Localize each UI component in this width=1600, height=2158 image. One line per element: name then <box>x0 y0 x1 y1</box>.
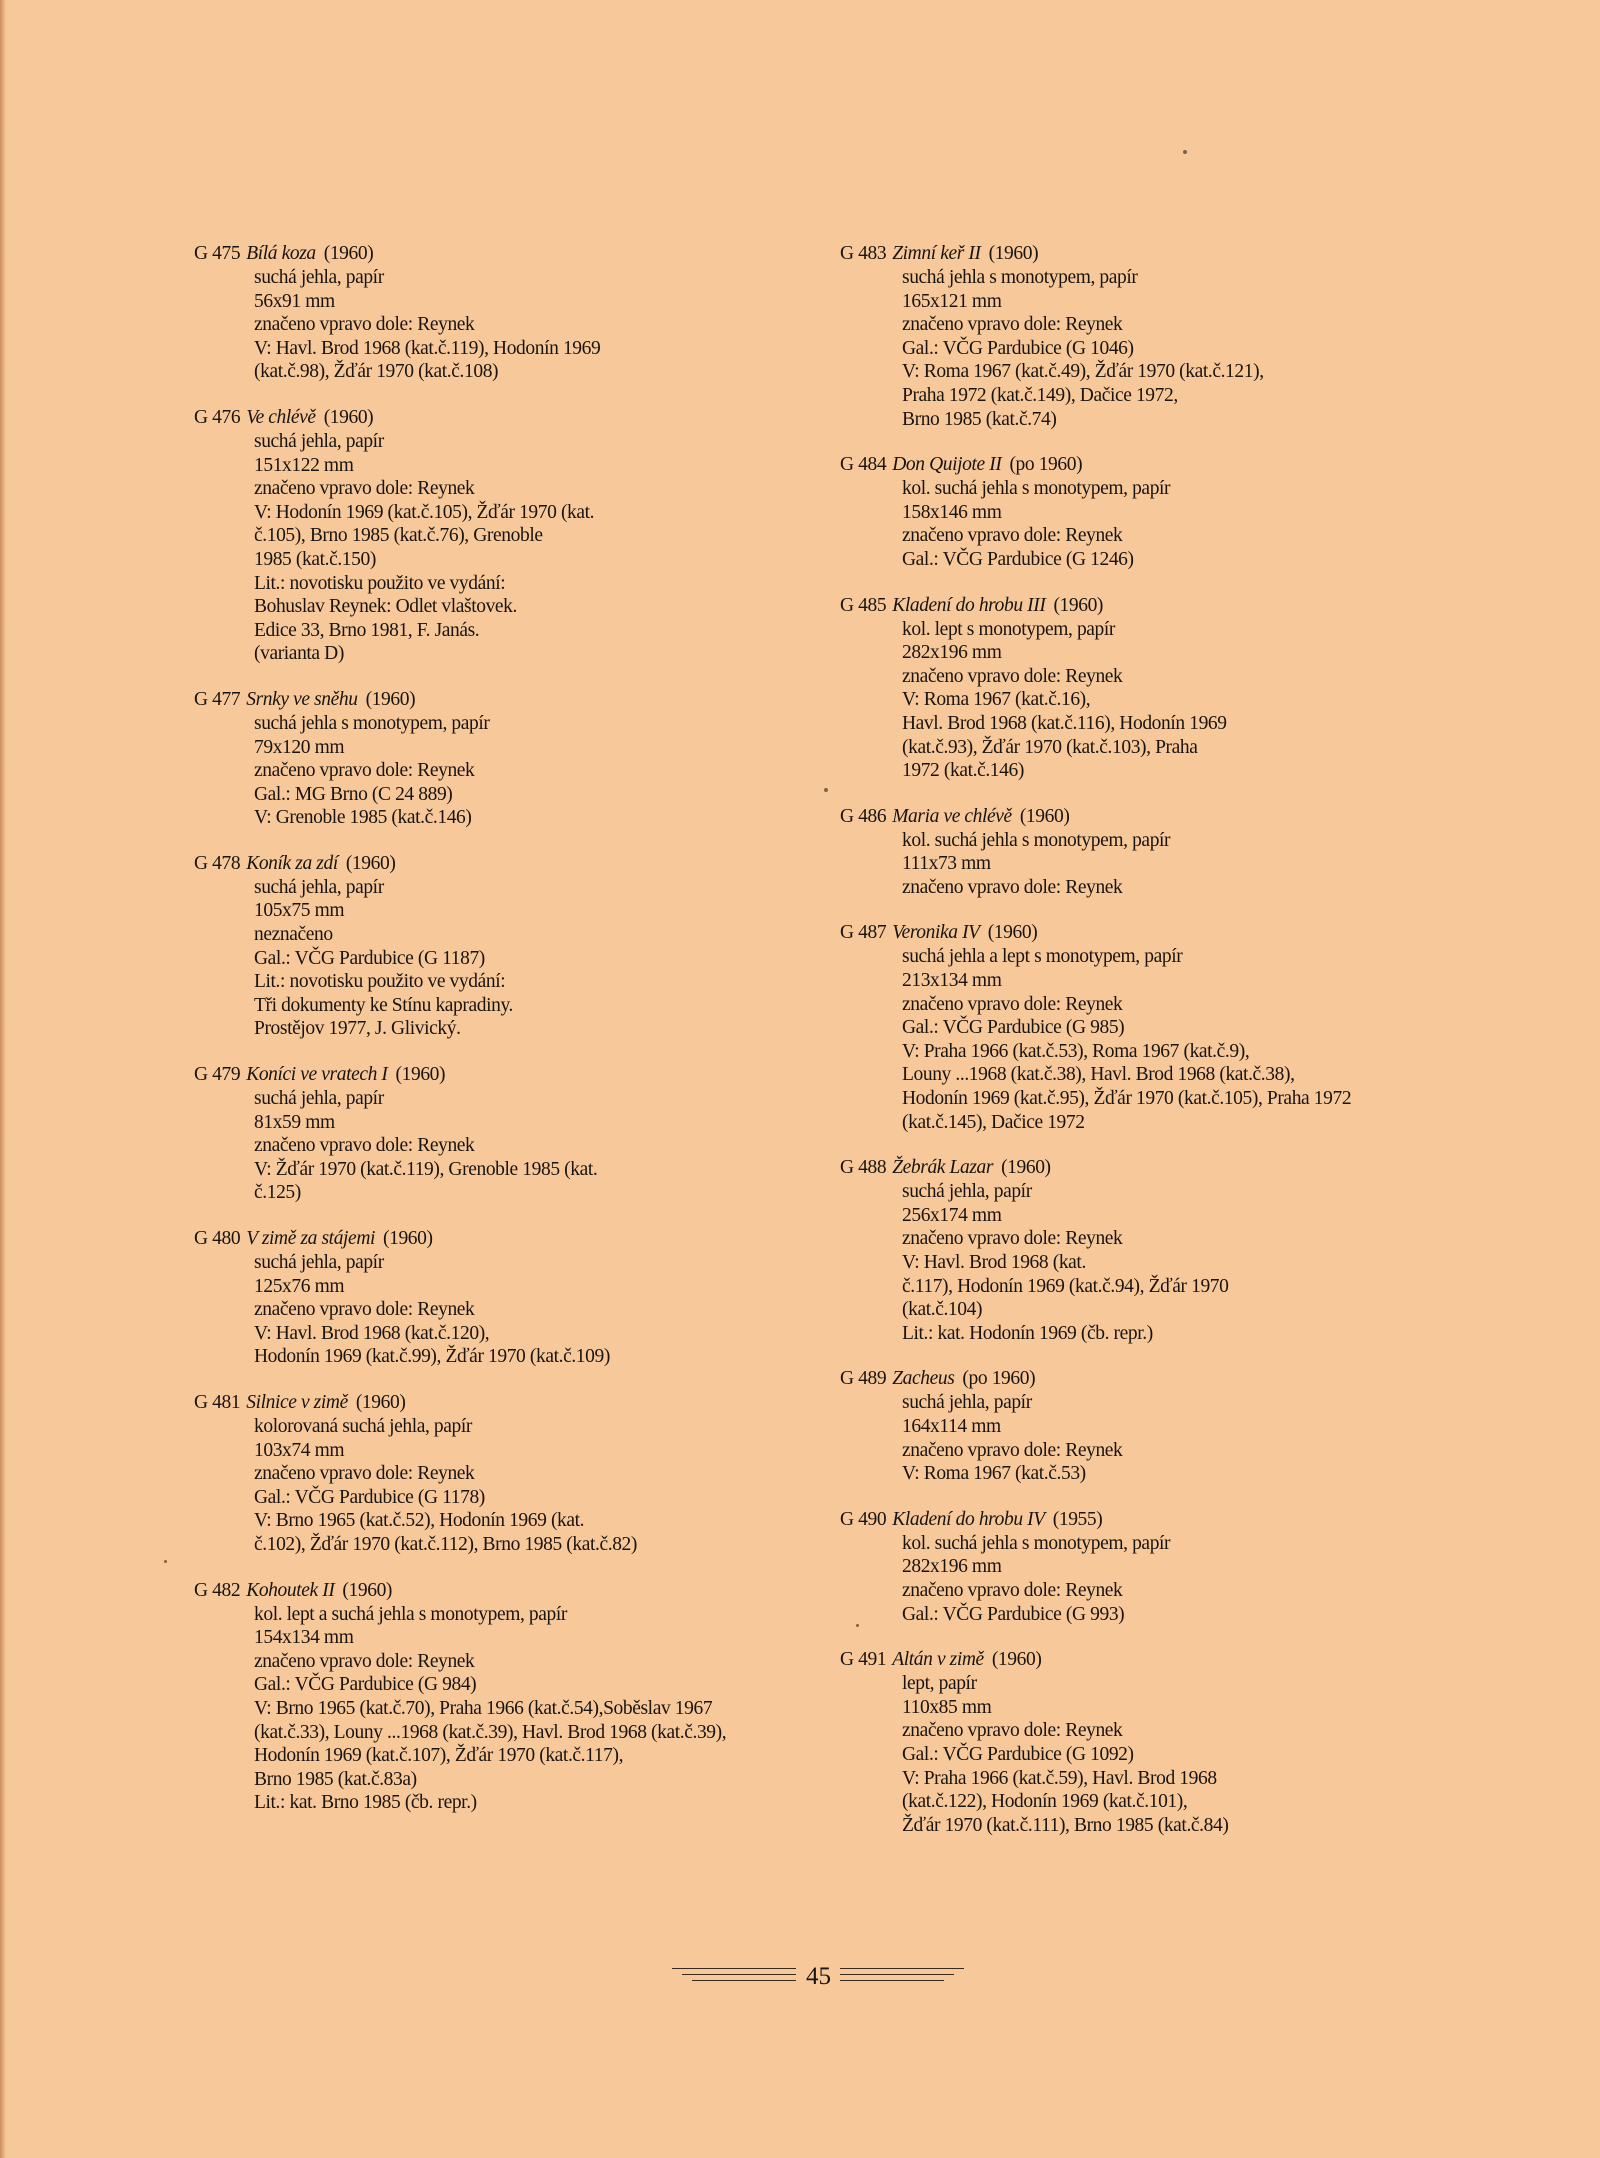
entry-date: (1960) <box>991 1649 1042 1671</box>
entry-title: Koníci ve vratech I <box>246 1064 388 1086</box>
entry-detail-line: č.102), Žďár 1970 (kat.č.112), Brno 1985 (kat.č.82) <box>254 1533 637 1555</box>
entry-detail-line: značeno vpravo dole: Reynek <box>254 1650 475 1672</box>
entry-date: (1960) <box>988 243 1039 264</box>
catalogue-entry <box>840 1156 1480 1345</box>
entry-detail-line: značeno vpravo dole: Reynek <box>254 760 475 782</box>
entry-number: G 478 <box>194 852 241 874</box>
entry-detail-line: V: Roma 1967 (kat.č.49), Žďár 1970 (kat.č.121), <box>902 361 1264 383</box>
entry-heading <box>194 1063 834 1087</box>
entry-detail-line: Gal.: VČG Pardubice (G 1046) <box>902 337 1134 359</box>
entry-detail-line: V: Hodonín 1969 (kat.č.105), Žďár 1970 (kat. <box>254 501 595 523</box>
entry-detail-line: č.105), Brno 1985 (kat.č.76), Grenoble <box>254 525 543 547</box>
entry-detail-line: kol. suchá jehla s monotypem, papír <box>902 478 1171 500</box>
page-spine-shadow <box>0 0 6 2158</box>
entry-details <box>194 430 834 666</box>
entry-detail-line: 79x120 mm <box>254 736 345 758</box>
entry-detail-line: suchá jehla a lept s monotypem, papír <box>902 946 1183 968</box>
page-footer <box>672 1962 964 1992</box>
entry-detail-line: Lit.: kat. Brno 1985 (čb. repr.) <box>254 1792 477 1814</box>
entry-title: Zimní keř II <box>892 243 981 264</box>
entry-heading <box>840 1508 1480 1532</box>
entry-number: G 477 <box>194 688 241 710</box>
entry-detail-line: suchá jehla, papír <box>254 876 384 898</box>
footer-rule-left <box>672 1968 796 1969</box>
entry-detail-line: 105x75 mm <box>254 900 345 922</box>
entry-detail-line: 81x59 mm <box>254 1111 335 1133</box>
entry-detail-line: značeno vpravo dole: Reynek <box>902 665 1123 687</box>
entry-detail-line: značeno vpravo dole: Reynek <box>902 993 1123 1015</box>
entry-detail-line: (kat.č.122), Hodonín 1969 (kat.č.101), <box>902 1791 1188 1813</box>
entry-detail-line: Lit.: novotisku použito ve vydání: <box>254 971 506 993</box>
entry-title: Žebrák Lazar <box>892 1157 994 1179</box>
catalogue-entry <box>840 805 1480 900</box>
catalogue-entry <box>840 1508 1480 1626</box>
entry-detail-line: V: Grenoble 1985 (kat.č.146) <box>254 807 472 829</box>
right-column <box>840 242 1480 1859</box>
entry-detail-line: 213x134 mm <box>902 970 1002 992</box>
entry-detail-line: značeno vpravo dole: Reynek <box>254 1299 475 1321</box>
entry-number: G 483 <box>840 243 887 264</box>
catalogue-entry <box>840 921 1480 1134</box>
entry-detail-line: 158x146 mm <box>902 501 1002 523</box>
entry-details <box>840 618 1480 783</box>
entry-title: Maria ve chlévě <box>892 805 1012 827</box>
catalogue-entry <box>194 1391 834 1557</box>
entry-detail-line: Hodonín 1969 (kat.č.99), Žďár 1970 (kat.č.109) <box>254 1346 610 1368</box>
entry-heading <box>840 1156 1480 1180</box>
entry-date: (1960) <box>365 688 416 710</box>
entry-detail-line: značeno vpravo dole: Reynek <box>254 314 475 336</box>
paper-speck <box>824 788 828 792</box>
entry-date: (po 1960) <box>962 1368 1036 1390</box>
entry-detail-line: Gal.: VČG Pardubice (G 985) <box>902 1017 1125 1039</box>
entry-title: Kladení do hrobu IV <box>892 1508 1045 1530</box>
entry-heading <box>194 852 834 876</box>
entry-date: (1960) <box>987 922 1038 944</box>
entry-detail-line: 256x174 mm <box>902 1204 1002 1226</box>
catalogue-entry <box>840 453 1480 571</box>
entry-detail-line: 103x74 mm <box>254 1439 345 1461</box>
entry-detail-line: V: Brno 1965 (kat.č.52), Hodonín 1969 (kat. <box>254 1510 585 1532</box>
entry-detail-line: lept, papír <box>902 1673 977 1695</box>
entry-detail-line: V: Brno 1965 (kat.č.70), Praha 1966 (kat.č.54),Soběslav 1967 <box>254 1697 713 1719</box>
entry-number: G 488 <box>840 1157 887 1179</box>
entry-heading <box>194 242 834 266</box>
entry-details <box>840 266 1480 431</box>
entry-details <box>194 1251 834 1369</box>
entry-detail-line: Gal.: VČG Pardubice (G 1178) <box>254 1486 485 1508</box>
paper-speck <box>164 1560 167 1563</box>
entry-detail-line: 154x134 mm <box>254 1627 354 1649</box>
entry-detail-line: značeno vpravo dole: Reynek <box>254 1463 475 1485</box>
entry-detail-line: V: Praha 1966 (kat.č.53), Roma 1967 (kat.č.9), <box>902 1040 1250 1062</box>
entry-heading <box>840 594 1480 618</box>
entry-detail-line: č.117), Hodonín 1969 (kat.č.94), Žďár 1970 <box>902 1275 1229 1297</box>
entry-detail-line: Havl. Brod 1968 (kat.č.116), Hodonín 1969 <box>902 712 1227 734</box>
footer-rule-right <box>840 1974 954 1975</box>
entry-number: G 475 <box>194 243 241 264</box>
entry-detail-line: značeno vpravo dole: Reynek <box>902 876 1123 898</box>
entry-detail-line: 165x121 mm <box>902 290 1002 312</box>
entry-title: Ve chlévě <box>246 406 316 428</box>
entry-details <box>840 1391 1480 1485</box>
entry-date: (1955) <box>1052 1508 1103 1530</box>
footer-rule-right <box>840 1980 944 1981</box>
entry-number: G 486 <box>840 805 887 827</box>
entry-detail-line: V: Havl. Brod 1968 (kat.č.120), <box>254 1322 490 1344</box>
entry-detail-line: Brno 1985 (kat.č.83a) <box>254 1768 417 1790</box>
entry-date: (1960) <box>342 1579 393 1601</box>
entry-detail-line: suchá jehla, papír <box>902 1392 1032 1414</box>
entry-details <box>840 1672 1480 1837</box>
entry-details <box>194 266 834 384</box>
entry-date: (1960) <box>395 1064 446 1086</box>
catalogue-entry <box>194 1579 834 1815</box>
entry-detail-line: Žďár 1970 (kat.č.111), Brno 1985 (kat.č.84) <box>902 1814 1229 1836</box>
catalogue-entry <box>194 852 834 1041</box>
entry-details <box>194 712 834 830</box>
entry-heading <box>194 1579 834 1603</box>
entry-date: (1960) <box>323 406 374 428</box>
entry-detail-line: (varianta D) <box>254 643 344 665</box>
entry-detail-line: Louny ...1968 (kat.č.38), Havl. Brod 1968 (kat.č.38), <box>902 1064 1295 1086</box>
entry-date: (1960) <box>355 1391 406 1413</box>
entry-heading <box>840 453 1480 477</box>
footer-rule-left <box>692 1980 796 1981</box>
entry-date: (1960) <box>383 1228 433 1249</box>
entry-title: Bílá koza <box>246 243 316 264</box>
entry-number: G 479 <box>194 1064 241 1086</box>
entry-title: Kladení do hrobu III <box>892 594 1046 616</box>
entry-detail-line: Hodonín 1969 (kat.č.107), Žďár 1970 (kat.č.117), <box>254 1745 624 1767</box>
entry-number: G 487 <box>840 922 887 944</box>
entry-detail-line: Hodonín 1969 (kat.č.95), Žďár 1970 (kat.č.105), Praha 1972 <box>902 1088 1352 1110</box>
paper-speck <box>1183 150 1187 154</box>
entry-heading <box>840 1648 1480 1672</box>
entry-number: G 481 <box>194 1391 241 1413</box>
entry-details <box>840 945 1480 1134</box>
entry-heading <box>840 1367 1480 1391</box>
entry-number: G 490 <box>840 1508 887 1530</box>
entry-detail-line: V: Žďár 1970 (kat.č.119), Grenoble 1985 (kat. <box>254 1158 598 1180</box>
entry-date: (1960) <box>345 852 396 874</box>
entry-number: G 480 <box>194 1228 241 1249</box>
entry-detail-line: V: Roma 1967 (kat.č.53) <box>902 1463 1086 1485</box>
entry-detail-line: značeno vpravo dole: Reynek <box>902 1439 1123 1461</box>
entry-detail-line: suchá jehla, papír <box>254 267 384 288</box>
entry-details <box>194 1603 834 1815</box>
footer-rule-right <box>840 1968 964 1969</box>
entry-date: (1960) <box>1001 1157 1051 1179</box>
entry-detail-line: Bohuslav Reynek: Odlet vlaštovek. <box>254 596 518 618</box>
entry-title: Veronika IV <box>892 922 980 944</box>
entry-title: Kohoutek II <box>246 1579 335 1601</box>
entry-heading <box>840 921 1480 945</box>
catalogue-entry <box>194 406 834 666</box>
entry-heading <box>194 1391 834 1415</box>
entry-number: G 489 <box>840 1368 887 1390</box>
entry-number: G 476 <box>194 406 241 428</box>
entry-detail-line: značeno vpravo dole: Reynek <box>902 1579 1123 1601</box>
entry-detail-line: kol. lept s monotypem, papír <box>902 618 1116 640</box>
catalogue-entry <box>194 1063 834 1205</box>
entry-detail-line: V: Praha 1966 (kat.č.59), Havl. Brod 1968 <box>902 1767 1217 1789</box>
entry-detail-line: 282x196 mm <box>902 1556 1002 1578</box>
entry-detail-line: 1985 (kat.č.150) <box>254 548 376 570</box>
page-number: 45 <box>806 1963 831 1990</box>
entry-number: G 491 <box>840 1649 887 1671</box>
entry-detail-line: 151x122 mm <box>254 454 354 476</box>
entry-details <box>194 876 834 1041</box>
entry-title: Koník za zdí <box>246 852 338 874</box>
entry-detail-line: suchá jehla, papír <box>902 1181 1032 1203</box>
entry-detail-line: 56x91 mm <box>254 290 335 312</box>
entry-detail-line: značeno vpravo dole: Reynek <box>902 1720 1123 1742</box>
entry-detail-line: Praha 1972 (kat.č.149), Dačice 1972, <box>902 384 1178 406</box>
entry-detail-line: V: Havl. Brod 1968 (kat. <box>902 1252 1086 1273</box>
entry-detail-line: (kat.č.145), Dačice 1972 <box>902 1111 1085 1133</box>
entry-detail-line: značeno vpravo dole: Reynek <box>902 314 1123 336</box>
entry-detail-line: neznačeno <box>254 924 333 946</box>
entry-detail-line: suchá jehla, papír <box>254 1252 384 1273</box>
entry-detail-line: Gal.: VČG Pardubice (G 993) <box>902 1603 1125 1625</box>
catalogue-entry <box>840 1367 1480 1485</box>
entry-detail-line: značeno vpravo dole: Reynek <box>254 1135 475 1157</box>
entry-detail-line: kol. lept a suchá jehla s monotypem, papír <box>254 1603 567 1625</box>
entry-details <box>840 1180 1480 1345</box>
entry-detail-line: kol. suchá jehla s monotypem, papír <box>902 829 1171 851</box>
entry-detail-line: 125x76 mm <box>254 1275 345 1297</box>
entry-title: Srnky ve sněhu <box>246 688 358 710</box>
entry-detail-line: kol. suchá jehla s monotypem, papír <box>902 1532 1171 1554</box>
entry-detail-line: značeno vpravo dole: Reynek <box>254 478 475 500</box>
entry-heading <box>194 406 834 430</box>
entry-detail-line: 1972 (kat.č.146) <box>902 760 1024 782</box>
entry-detail-line: 111x73 mm <box>902 853 991 875</box>
entry-date: (1960) <box>323 243 374 264</box>
entry-detail-line: 164x114 mm <box>902 1415 1001 1437</box>
catalogue-entry <box>194 242 834 384</box>
entry-details <box>194 1415 834 1557</box>
entry-title: Silnice v zimě <box>246 1391 348 1413</box>
paper-speck <box>856 1624 859 1627</box>
entry-detail-line: 110x85 mm <box>902 1696 992 1718</box>
left-column <box>194 242 834 1837</box>
catalogue-entry <box>840 242 1480 431</box>
entry-number: G 484 <box>840 454 887 476</box>
entry-details <box>840 1532 1480 1626</box>
entry-detail-line: (kat.č.33), Louny ...1968 (kat.č.39), Havl. Brod 1968 (kat.č.39), <box>254 1721 727 1743</box>
entry-details <box>840 477 1480 571</box>
entry-detail-line: V: Havl. Brod 1968 (kat.č.119), Hodonín 1969 <box>254 337 601 359</box>
entry-title: Altán v zimě <box>892 1649 984 1671</box>
entry-detail-line: značeno vpravo dole: Reynek <box>902 525 1123 547</box>
entry-date: (1960) <box>1019 805 1070 827</box>
entry-detail-line: Gal.: MG Brno (C 24 889) <box>254 783 453 805</box>
entry-heading <box>194 688 834 712</box>
entry-detail-line: (kat.č.93), Žďár 1970 (kat.č.103), Praha <box>902 736 1198 758</box>
catalogue-entry <box>840 1648 1480 1837</box>
entry-date: (1960) <box>1053 594 1104 616</box>
entry-title: V zimě za stájemi <box>246 1228 376 1249</box>
entry-detail-line: 282x196 mm <box>902 642 1002 664</box>
footer-rule-left <box>682 1974 796 1975</box>
catalogue-entry <box>840 594 1480 783</box>
entry-detail-line: Gal.: VČG Pardubice (G 1246) <box>902 548 1134 570</box>
entry-detail-line: Gal.: VČG Pardubice (G 1187) <box>254 947 485 969</box>
entry-detail-line: Lit.: novotisku použito ve vydání: <box>254 572 506 594</box>
entry-details <box>194 1087 834 1205</box>
entry-heading <box>840 805 1480 829</box>
entry-detail-line: suchá jehla s monotypem, papír <box>254 712 490 734</box>
entry-detail-line: Prostějov 1977, J. Glivický. <box>254 1018 461 1040</box>
entry-detail-line: kolorovaná suchá jehla, papír <box>254 1415 472 1437</box>
entry-title: Zacheus <box>892 1368 955 1390</box>
entry-detail-line: suchá jehla, papír <box>254 1088 384 1110</box>
entry-number: G 482 <box>194 1579 241 1601</box>
entry-number: G 485 <box>840 594 887 616</box>
entry-title: Don Quijote II <box>892 454 1002 476</box>
entry-details <box>840 829 1480 900</box>
entry-heading <box>840 242 1480 266</box>
entry-detail-line: Edice 33, Brno 1981, F. Janás. <box>254 619 480 641</box>
entry-detail-line: suchá jehla s monotypem, papír <box>902 267 1138 288</box>
entry-detail-line: Gal.: VČG Pardubice (G 1092) <box>902 1743 1134 1765</box>
entry-detail-line: (kat.č.98), Žďár 1970 (kat.č.108) <box>254 361 499 383</box>
entry-detail-line: č.125) <box>254 1182 301 1204</box>
entry-detail-line: Brno 1985 (kat.č.74) <box>902 408 1057 430</box>
entry-date: (po 1960) <box>1009 454 1083 476</box>
entry-detail-line: Lit.: kat. Hodonín 1969 (čb. repr.) <box>902 1322 1153 1344</box>
entry-detail-line: Gal.: VČG Pardubice (G 984) <box>254 1674 477 1696</box>
catalogue-entry <box>194 688 834 830</box>
entry-detail-line: Tři dokumenty ke Stínu kapradiny. <box>254 994 514 1016</box>
entry-detail-line: suchá jehla, papír <box>254 430 384 452</box>
entry-detail-line: (kat.č.104) <box>902 1299 983 1321</box>
entry-heading <box>194 1227 834 1251</box>
entry-detail-line: značeno vpravo dole: Reynek <box>902 1228 1123 1250</box>
entry-detail-line: V: Roma 1967 (kat.č.16), <box>902 689 1091 711</box>
catalogue-entry <box>194 1227 834 1369</box>
